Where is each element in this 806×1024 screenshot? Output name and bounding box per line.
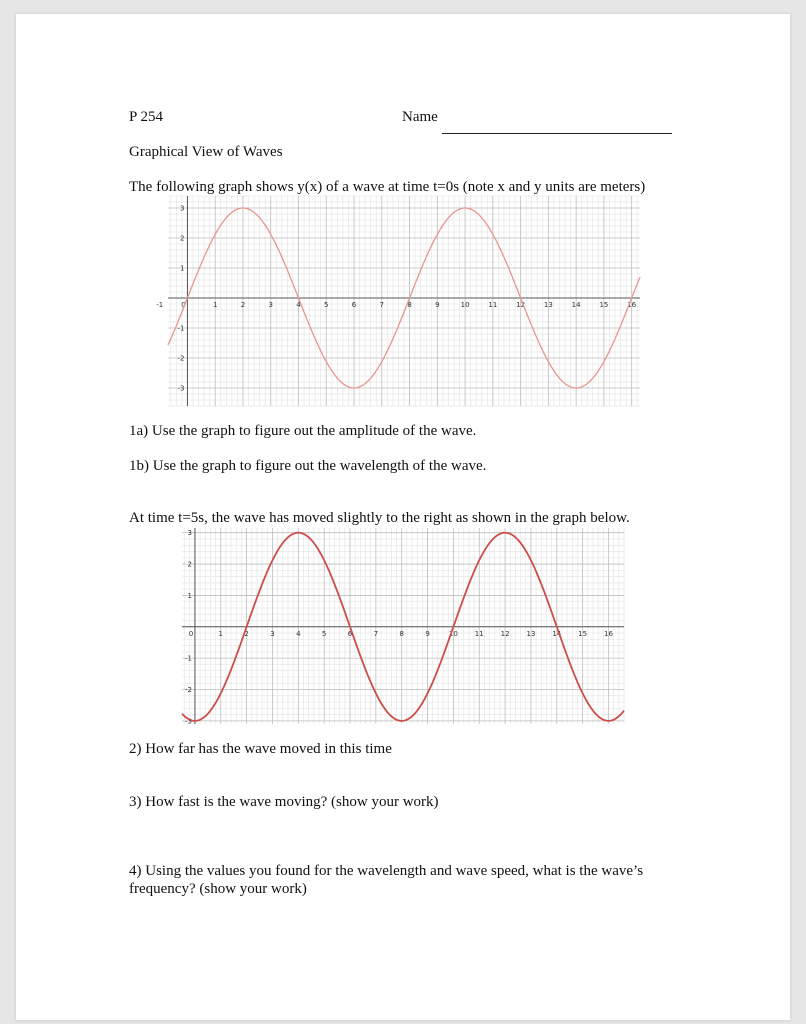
question-4-line2: frequency? (show your work) [129,881,307,897]
y-tick-label: -2 [177,354,185,363]
y-tick-label: 1 [187,591,192,600]
question-3: 3) How fast is the wave moving? (show your work) [129,794,439,810]
x-tick-label: 12 [516,301,526,309]
x-tick-label: 0 [188,629,194,638]
x-tick-label: 9 [435,301,440,309]
x-tick-label: 15 [578,629,588,638]
y-tick-label: 2 [179,234,185,243]
worksheet-title: Graphical View of Waves [129,144,283,160]
x-tick-label: 0 [181,301,186,309]
x-tick-label: 1 [218,629,224,638]
x-tick-label: 3 [270,629,275,638]
x-tick-label: 5 [324,301,329,309]
x-tick-label: 8 [407,301,412,309]
x-tick-label: 4 [296,301,301,309]
name-label: Name [402,109,438,125]
y-tick-label: -2 [184,686,192,695]
course-number: P 254 [129,109,164,125]
question-4-line1: 4) Using the values you found for the wavelength and wave speed, what is the wave’s [129,863,644,879]
x-tick-label: 16 [604,629,613,638]
x-tick-label: 8 [399,629,404,638]
intro-text: The following graph shows y(x) of a wave at time t=0s (note x and y units are meters) [129,179,646,195]
x-tick-label: 6 [347,629,353,638]
y-tick-label: -1 [177,324,185,333]
x-tick-label: -1 [156,301,164,309]
intro-text-2: At time t=5s, the wave has moved slightly to the right as shown in the graph below. [129,510,630,526]
y-tick-label: 2 [187,560,192,569]
x-tick-label: 9 [425,629,430,638]
x-tick-label: 13 [526,629,536,638]
y-tick-label: -1 [184,654,192,663]
wave-graph-t0 [156,196,640,406]
x-tick-label: 11 [488,301,498,309]
x-tick-label: 13 [543,301,553,309]
name-blank-line [442,133,672,134]
question-1a: 1a) Use the graph to figure out the amplitude of the wave. [129,423,477,439]
worksheet-page [16,14,790,1020]
x-tick-label: 4 [296,629,301,638]
x-tick-label: 14 [571,301,581,309]
x-tick-label: 6 [351,301,357,309]
question-1b: 1b) Use the graph to figure out the wavelength of the wave. [129,458,487,474]
question-2: 2) How far has the wave moved in this time [129,741,392,757]
x-tick-label: 14 [552,629,562,638]
x-tick-label: 7 [379,301,385,309]
x-tick-label: 12 [500,629,510,638]
x-tick-label: 1 [212,301,218,309]
y-tick-label: 1 [179,264,185,273]
x-tick-label: 15 [599,301,609,309]
x-tick-label: 2 [244,629,249,638]
y-tick-label: -3 [184,717,192,726]
wave-graph-t5 [182,528,624,724]
x-tick-label: 11 [474,629,484,638]
x-tick-label: 10 [460,301,470,309]
x-tick-label: 3 [268,301,273,309]
x-tick-label: 16 [627,301,637,309]
y-tick-label: 3 [179,204,185,213]
x-tick-label: 7 [373,629,379,638]
y-tick-label: -3 [177,384,185,393]
x-tick-label: 10 [448,629,458,638]
x-tick-label: 5 [321,629,327,638]
x-tick-label: 2 [240,301,246,309]
y-tick-label: 3 [187,529,192,538]
